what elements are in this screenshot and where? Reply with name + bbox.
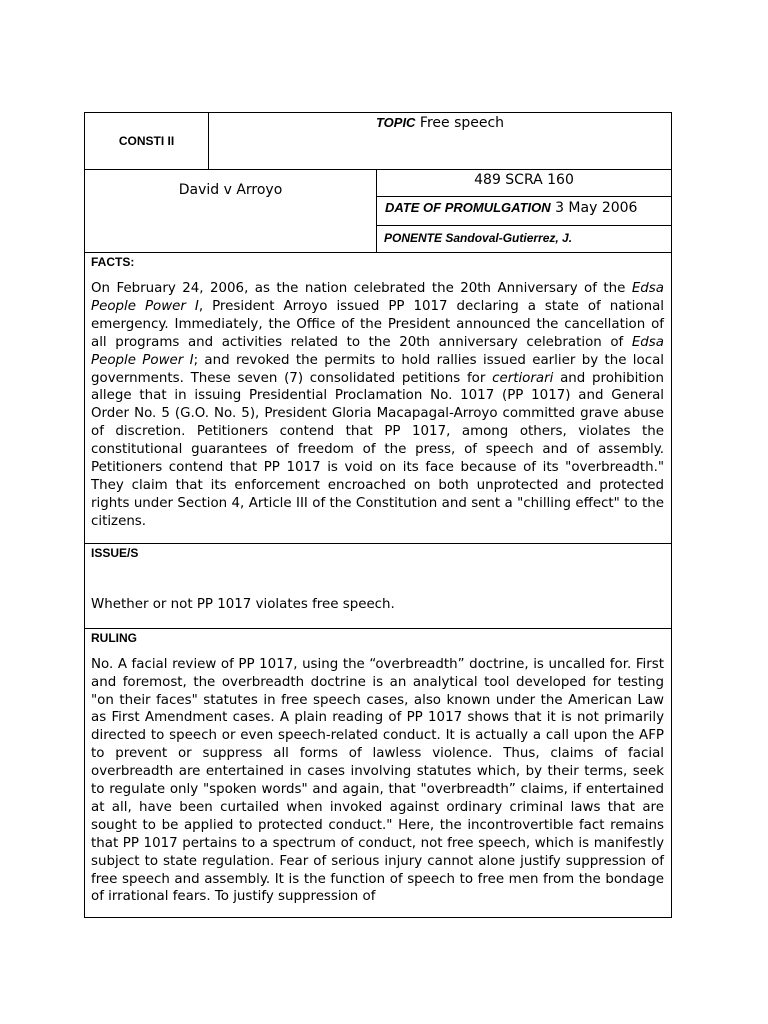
ponente-cell <box>377 226 672 253</box>
citation-cell <box>377 170 672 197</box>
facts-text-1: On February 24, 2006, as the nation celebrated the 20th Anniversary of the <box>91 281 632 296</box>
date-value: 3 May 2006 <box>555 200 638 216</box>
facts-emphasis-3: certiorari <box>492 370 554 386</box>
facts-text-4: and prohibition allege that in issuing Presidential Proclamation No. 1017 (PP 1017) and General Order No. 5 (G.O. No. 5), President Gloria Macapagal-Arroyo committed grave abuse of discretion. Petitioners contend that PP 1017, among others, violates the constitutional guarantees of freedom of the press, of speech and of assembly. Petitioners contend that PP 1017 is void on its face because of its "overbreadth." They claim that its enforcement encroached on both unprotected and protected rights under Section 4, Article III of the Constitution and sent a "chilling effect" to the citizens. <box>91 370 664 529</box>
case-title: David v Arroyo <box>178 182 283 198</box>
topic-value: Free speech <box>419 115 505 131</box>
facts-text-2: , President Arroyo issued PP 1017 declaring a state of national emergency. Immediately, the Office of the President announced the cancellation of all programs and activities related to the 20th anniversary celebration of <box>91 298 664 350</box>
facts-emphasis-1: Edsa People Power I <box>91 281 664 314</box>
facts-section <box>85 253 672 544</box>
facts-heading: FACTS: <box>91 255 135 269</box>
citation: 489 SCRA 160 <box>474 172 574 188</box>
ponente-value: Sandoval-Gutierrez, J. <box>445 231 573 245</box>
topic-cell <box>209 113 672 170</box>
date-label: DATE OF PROMULGATION <box>385 200 551 215</box>
ruling-body: No. A facial review of PP 1017, using the “overbreadth” doctrine, is uncalled for. First and foremost, the overbreadth doctrine is an analytical tool developed for testing "on their faces" statutes in free speech cases, also known under the American Law as First Amendment cases. A plain reading of PP 1017 shows that it is not primarily directed to speech or even speech-related conduct. It is actually a call upon the AFP to prevent or suppress all forms of lawless violence. Thus, claims of facial overbreadth are entertained in cases involving statutes which, by their terms, seek to regulate only "spoken words" and again, that "overbreadth” claims, if entertained at all, have been curtailed when invoked against ordinary criminal laws that are sought to be applied to protected conduct." Here, the incontrovertible fact remains that PP 1017 pertains to a spectrum of conduct, not free speech, which is manifestly subject to state regulation. Fear of serious injury cannot alone justify suppression of free speech and assembly. It is the function of speech to free men from the bondage of irrational fears. To justify suppression of <box>91 656 664 905</box>
case-digest-table <box>84 112 672 918</box>
topic-label: TOPIC <box>375 115 416 130</box>
date-cell <box>377 197 672 226</box>
facts-text-3: ; and revoked the permits to hold rallies issued earlier by the local governments. These seven (7) consolidated petitions for <box>91 352 664 386</box>
case-title-cell <box>85 170 377 253</box>
course-cell <box>85 113 209 170</box>
ponente-label: PONENTE <box>384 231 443 245</box>
facts-emphasis-2: Edsa People Power I <box>91 334 664 368</box>
ruling-section <box>85 628 672 917</box>
ruling-heading: RULING <box>91 630 137 645</box>
issue-heading: ISSUE/S <box>91 545 139 560</box>
case-digest-document <box>84 112 671 918</box>
issue-section <box>85 543 672 628</box>
facts-body <box>85 280 671 543</box>
issue-text: Whether or not PP 1017 violates free speech. <box>91 596 395 612</box>
course-label: CONSTI II <box>118 134 175 148</box>
